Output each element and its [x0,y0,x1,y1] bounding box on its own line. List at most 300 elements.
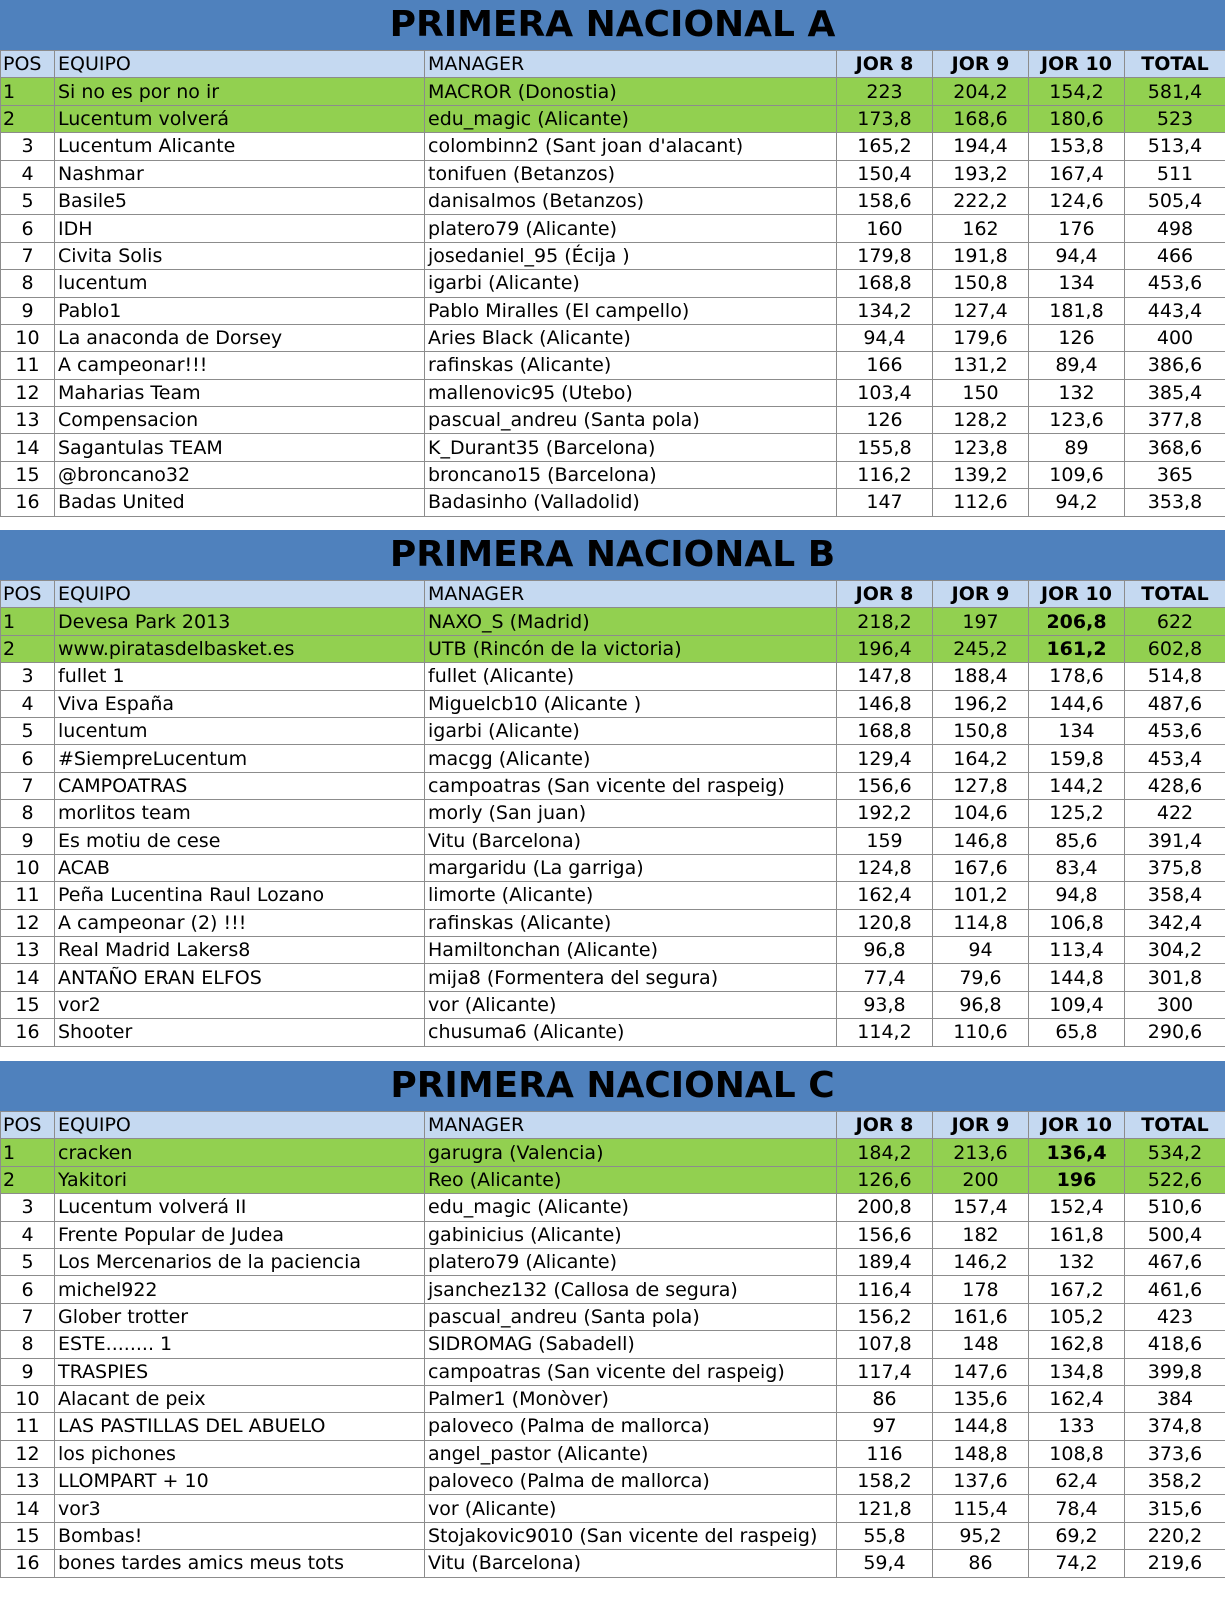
manager-cell: broncano15 (Barcelona) [425,461,837,488]
table-row [1,324,1225,351]
manager-cell: Vitu (Barcelona) [425,827,837,854]
pos-cell: 1 [1,78,55,105]
pos-cell: 10 [1,324,55,351]
manager-cell: Aries Black (Alicante) [425,324,837,351]
jor9-cell: 128,2 [933,407,1029,434]
pos-cell: 14 [1,434,55,461]
header-total: TOTAL [1125,581,1225,608]
total-cell: 391,4 [1125,827,1225,854]
jor8-cell: 200,8 [837,1194,933,1221]
team-cell: Devesa Park 2013 [55,608,425,635]
jor9-cell: 188,4 [933,663,1029,690]
total-cell: 467,6 [1125,1248,1225,1275]
team-cell: LAS PASTILLAS DEL ABUELO [55,1413,425,1440]
jor10-cell: 181,8 [1029,297,1125,324]
pos-cell: 5 [1,187,55,214]
pos-cell: 2 [1,105,55,132]
total-cell: 453,6 [1125,270,1225,297]
total-cell: 301,8 [1125,964,1225,991]
table-row [1,964,1225,991]
header-jor9: JOR 9 [933,51,1029,78]
jor10-cell: 126 [1029,324,1125,351]
manager-cell: danisalmos (Betanzos) [425,187,837,214]
total-cell: 374,8 [1125,1413,1225,1440]
total-cell: 602,8 [1125,635,1225,662]
table-row [1,461,1225,488]
table-row [1,215,1225,242]
table-row [1,635,1225,662]
total-cell: 523 [1125,105,1225,132]
pos-cell: 9 [1,297,55,324]
table-header-row [1,581,1225,608]
manager-cell: edu_magic (Alicante) [425,105,837,132]
jor8-cell: 97 [837,1413,933,1440]
manager-cell: paloveco (Palma de mallorca) [425,1413,837,1440]
pos-cell: 15 [1,991,55,1018]
header-jor8: JOR 8 [837,1112,933,1139]
header-jor10: JOR 10 [1029,51,1125,78]
manager-cell: garugra (Valencia) [425,1139,837,1166]
jor8-cell: 120,8 [837,909,933,936]
total-cell: 315,6 [1125,1495,1225,1522]
jor10-cell: 132 [1029,379,1125,406]
table-row [1,379,1225,406]
total-cell: 368,6 [1125,434,1225,461]
jor9-cell: 164,2 [933,745,1029,772]
jor9-cell: 86 [933,1550,1029,1577]
table-row [1,991,1225,1018]
pos-cell: 16 [1,1019,55,1046]
jor10-cell: 62,4 [1029,1468,1125,1495]
total-cell: 513,4 [1125,133,1225,160]
jor10-cell: 106,8 [1029,909,1125,936]
manager-cell: gabinicius (Alicante) [425,1221,837,1248]
header-manager: MANAGER [425,1112,837,1139]
jor9-cell: 131,2 [933,352,1029,379]
jor10-cell: 162,4 [1029,1385,1125,1412]
pos-cell: 12 [1,909,55,936]
jor8-cell: 155,8 [837,434,933,461]
team-cell: Pablo1 [55,297,425,324]
jor8-cell: 94,4 [837,324,933,351]
jor9-cell: 94 [933,937,1029,964]
header-jor8: JOR 8 [837,51,933,78]
header-pos: POS [1,1112,55,1139]
section-title: PRIMERA NACIONAL B [0,530,1225,580]
total-cell: 353,8 [1125,489,1225,516]
pos-cell: 16 [1,1550,55,1577]
jor10-cell: 144,6 [1029,690,1125,717]
jor10-cell: 206,8 [1029,608,1125,635]
jor8-cell: 158,2 [837,1468,933,1495]
table-row [1,1522,1225,1549]
standings-table [0,1111,1225,1578]
team-cell: www.piratasdelbasket.es [55,635,425,662]
team-cell: vor2 [55,991,425,1018]
jor8-cell: 166 [837,352,933,379]
pos-cell: 13 [1,937,55,964]
team-cell: morlitos team [55,800,425,827]
jor10-cell: 125,2 [1029,800,1125,827]
jor8-cell: 158,6 [837,187,933,214]
manager-cell: margaridu (La garriga) [425,854,837,881]
team-cell: Glober trotter [55,1303,425,1330]
jor9-cell: 157,4 [933,1194,1029,1221]
table-header-row [1,1112,1225,1139]
jor10-cell: 144,8 [1029,964,1125,991]
table-row [1,187,1225,214]
total-cell: 514,8 [1125,663,1225,690]
table-row [1,407,1225,434]
total-cell: 385,4 [1125,379,1225,406]
team-cell: Lucentum volverá [55,105,425,132]
jor9-cell: 162 [933,215,1029,242]
table-row [1,1276,1225,1303]
jor8-cell: 93,8 [837,991,933,1018]
team-cell: Peña Lucentina Raul Lozano [55,882,425,909]
total-cell: 290,6 [1125,1019,1225,1046]
team-cell: @broncano32 [55,461,425,488]
jor8-cell: 173,8 [837,105,933,132]
table-row [1,882,1225,909]
total-cell: 510,6 [1125,1194,1225,1221]
table-row [1,297,1225,324]
total-cell: 498 [1125,215,1225,242]
team-cell: Nashmar [55,160,425,187]
pos-cell: 7 [1,772,55,799]
manager-cell: platero79 (Alicante) [425,1248,837,1275]
team-cell: michel922 [55,1276,425,1303]
manager-cell: limorte (Alicante) [425,882,837,909]
manager-cell: platero79 (Alicante) [425,215,837,242]
team-cell: Es motiu de cese [55,827,425,854]
pos-cell: 12 [1,379,55,406]
total-cell: 365 [1125,461,1225,488]
jor10-cell: 144,2 [1029,772,1125,799]
team-cell: CAMPOATRAS [55,772,425,799]
jor9-cell: 127,8 [933,772,1029,799]
header-pos: POS [1,51,55,78]
jor10-cell: 65,8 [1029,1019,1125,1046]
manager-cell: Palmer1 (Monòver) [425,1385,837,1412]
jor8-cell: 223 [837,78,933,105]
jor9-cell: 101,2 [933,882,1029,909]
total-cell: 487,6 [1125,690,1225,717]
jor10-cell: 74,2 [1029,1550,1125,1577]
pos-cell: 16 [1,489,55,516]
total-cell: 443,4 [1125,297,1225,324]
manager-cell: rafinskas (Alicante) [425,352,837,379]
jor9-cell: 123,8 [933,434,1029,461]
jor9-cell: 197 [933,608,1029,635]
pos-cell: 14 [1,1495,55,1522]
pos-cell: 12 [1,1440,55,1467]
team-cell: LLOMPART + 10 [55,1468,425,1495]
pos-cell: 3 [1,1194,55,1221]
team-cell: Civita Solis [55,242,425,269]
team-cell: ANTAÑO ERAN ELFOS [55,964,425,991]
manager-cell: UTB (Rincón de la victoria) [425,635,837,662]
jor10-cell: 89 [1029,434,1125,461]
table-row [1,160,1225,187]
manager-cell: igarbi (Alicante) [425,717,837,744]
team-cell: fullet 1 [55,663,425,690]
pos-cell: 6 [1,215,55,242]
pos-cell: 5 [1,717,55,744]
manager-cell: jsanchez132 (Callosa de segura) [425,1276,837,1303]
jor9-cell: 204,2 [933,78,1029,105]
jor8-cell: 179,8 [837,242,933,269]
jor8-cell: 59,4 [837,1550,933,1577]
total-cell: 377,8 [1125,407,1225,434]
jor9-cell: 178 [933,1276,1029,1303]
team-cell: Maharias Team [55,379,425,406]
jor9-cell: 196,2 [933,690,1029,717]
table-row [1,1303,1225,1330]
table-row [1,133,1225,160]
table-row [1,1019,1225,1046]
jor10-cell: 85,6 [1029,827,1125,854]
jor10-cell: 78,4 [1029,1495,1125,1522]
jor9-cell: 112,6 [933,489,1029,516]
team-cell: Lucentum volverá II [55,1194,425,1221]
jor9-cell: 245,2 [933,635,1029,662]
pos-cell: 1 [1,1139,55,1166]
jor8-cell: 150,4 [837,160,933,187]
table-row [1,745,1225,772]
pos-cell: 4 [1,1221,55,1248]
header-jor8: JOR 8 [837,581,933,608]
jor10-cell: 154,2 [1029,78,1125,105]
jor8-cell: 196,4 [837,635,933,662]
jor9-cell: 104,6 [933,800,1029,827]
total-cell: 500,4 [1125,1221,1225,1248]
jor10-cell: 134,8 [1029,1358,1125,1385]
jor9-cell: 213,6 [933,1139,1029,1166]
total-cell: 418,6 [1125,1331,1225,1358]
team-cell: lucentum [55,717,425,744]
jor8-cell: 168,8 [837,270,933,297]
jor9-cell: 222,2 [933,187,1029,214]
team-cell: Real Madrid Lakers8 [55,937,425,964]
jor10-cell: 161,2 [1029,635,1125,662]
jor8-cell: 116 [837,1440,933,1467]
jor9-cell: 150,8 [933,270,1029,297]
table-row [1,78,1225,105]
table-row [1,1550,1225,1577]
jor10-cell: 105,2 [1029,1303,1125,1330]
table-row [1,242,1225,269]
total-cell: 453,6 [1125,717,1225,744]
jor10-cell: 176 [1029,215,1125,242]
jor8-cell: 147,8 [837,663,933,690]
jor10-cell: 124,6 [1029,187,1125,214]
manager-cell: campoatras (San vicente del raspeig) [425,1358,837,1385]
table-row [1,1221,1225,1248]
jor8-cell: 107,8 [837,1331,933,1358]
pos-cell: 4 [1,160,55,187]
pos-cell: 11 [1,352,55,379]
table-header-row [1,51,1225,78]
jor9-cell: 137,6 [933,1468,1029,1495]
pos-cell: 8 [1,270,55,297]
manager-cell: macgg (Alicante) [425,745,837,772]
jor8-cell: 146,8 [837,690,933,717]
manager-cell: Badasinho (Valladolid) [425,489,837,516]
jor8-cell: 156,2 [837,1303,933,1330]
manager-cell: mallenovic95 (Utebo) [425,379,837,406]
jor9-cell: 96,8 [933,991,1029,1018]
jor8-cell: 165,2 [837,133,933,160]
team-cell: lucentum [55,270,425,297]
jor9-cell: 193,2 [933,160,1029,187]
total-cell: 581,4 [1125,78,1225,105]
header-jor10: JOR 10 [1029,581,1125,608]
jor9-cell: 139,2 [933,461,1029,488]
pos-cell: 15 [1,461,55,488]
jor10-cell: 196 [1029,1166,1125,1193]
jor9-cell: 127,4 [933,297,1029,324]
team-cell: #SiempreLucentum [55,745,425,772]
jor8-cell: 124,8 [837,854,933,881]
jor10-cell: 178,6 [1029,663,1125,690]
manager-cell: Hamiltonchan (Alicante) [425,937,837,964]
jor9-cell: 110,6 [933,1019,1029,1046]
manager-cell: rafinskas (Alicante) [425,909,837,936]
manager-cell: Vitu (Barcelona) [425,1550,837,1577]
table-row [1,1358,1225,1385]
section-primera-nacional-c [0,1061,1225,1578]
team-cell: Si no es por no ir [55,78,425,105]
team-cell: bones tardes amics meus tots [55,1550,425,1577]
jor10-cell: 123,6 [1029,407,1125,434]
table-row [1,800,1225,827]
total-cell: 386,6 [1125,352,1225,379]
total-cell: 453,4 [1125,745,1225,772]
team-cell: Bombas! [55,1522,425,1549]
pos-cell: 15 [1,1522,55,1549]
jor8-cell: 184,2 [837,1139,933,1166]
manager-cell: SIDROMAG (Sabadell) [425,1331,837,1358]
jor9-cell: 144,8 [933,1413,1029,1440]
team-cell: IDH [55,215,425,242]
jor10-cell: 113,4 [1029,937,1125,964]
team-cell: Alacant de peix [55,1385,425,1412]
jor8-cell: 55,8 [837,1522,933,1549]
pos-cell: 7 [1,1303,55,1330]
jor9-cell: 179,6 [933,324,1029,351]
table-row [1,1194,1225,1221]
manager-cell: angel_pastor (Alicante) [425,1440,837,1467]
jor9-cell: 194,4 [933,133,1029,160]
team-cell: Basile5 [55,187,425,214]
total-cell: 358,2 [1125,1468,1225,1495]
table-row [1,1440,1225,1467]
manager-cell: chusuma6 (Alicante) [425,1019,837,1046]
pos-cell: 2 [1,1166,55,1193]
jor8-cell: 189,4 [837,1248,933,1275]
jor8-cell: 129,4 [837,745,933,772]
jor8-cell: 126,6 [837,1166,933,1193]
jor9-cell: 167,6 [933,854,1029,881]
team-cell: Lucentum Alicante [55,133,425,160]
section-title: PRIMERA NACIONAL A [0,0,1225,50]
manager-cell: MACROR (Donostia) [425,78,837,105]
table-row [1,489,1225,516]
table-row [1,608,1225,635]
team-cell: Frente Popular de Judea [55,1221,425,1248]
jor9-cell: 146,8 [933,827,1029,854]
total-cell: 422 [1125,800,1225,827]
header-equipo: EQUIPO [55,51,425,78]
total-cell: 428,6 [1125,772,1225,799]
manager-cell: pascual_andreu (Santa pola) [425,407,837,434]
total-cell: 622 [1125,608,1225,635]
jor10-cell: 134 [1029,270,1125,297]
header-jor10: JOR 10 [1029,1112,1125,1139]
jor8-cell: 77,4 [837,964,933,991]
jor8-cell: 156,6 [837,1221,933,1248]
total-cell: 534,2 [1125,1139,1225,1166]
jor8-cell: 160 [837,215,933,242]
table-row [1,1413,1225,1440]
header-jor9: JOR 9 [933,581,1029,608]
jor8-cell: 147 [837,489,933,516]
team-cell: Yakitori [55,1166,425,1193]
jor10-cell: 132 [1029,1248,1125,1275]
pos-cell: 10 [1,1385,55,1412]
jor8-cell: 192,2 [837,800,933,827]
table-row [1,352,1225,379]
jor9-cell: 161,6 [933,1303,1029,1330]
team-cell: Los Mercenarios de la paciencia [55,1248,425,1275]
team-cell: Sagantulas TEAM [55,434,425,461]
jor10-cell: 94,4 [1029,242,1125,269]
header-manager: MANAGER [425,581,837,608]
pos-cell: 3 [1,133,55,160]
table-row [1,1495,1225,1522]
total-cell: 511 [1125,160,1225,187]
jor9-cell: 115,4 [933,1495,1029,1522]
total-cell: 220,2 [1125,1522,1225,1549]
jor9-cell: 135,6 [933,1385,1029,1412]
jor10-cell: 162,8 [1029,1331,1125,1358]
jor8-cell: 121,8 [837,1495,933,1522]
jor8-cell: 117,4 [837,1358,933,1385]
jor10-cell: 167,2 [1029,1276,1125,1303]
table-row [1,1468,1225,1495]
pos-cell: 11 [1,882,55,909]
manager-cell: NAXO_S (Madrid) [425,608,837,635]
team-cell: Shooter [55,1019,425,1046]
pos-cell: 1 [1,608,55,635]
team-cell: los pichones [55,1440,425,1467]
jor9-cell: 150,8 [933,717,1029,744]
pos-cell: 13 [1,1468,55,1495]
jor8-cell: 103,4 [837,379,933,406]
header-total: TOTAL [1125,1112,1225,1139]
table-row [1,937,1225,964]
jor10-cell: 152,4 [1029,1194,1125,1221]
jor9-cell: 79,6 [933,964,1029,991]
pos-cell: 3 [1,663,55,690]
total-cell: 384 [1125,1385,1225,1412]
table-row [1,854,1225,881]
jor10-cell: 108,8 [1029,1440,1125,1467]
jor8-cell: 159 [837,827,933,854]
jor8-cell: 218,2 [837,608,933,635]
total-cell: 304,2 [1125,937,1225,964]
